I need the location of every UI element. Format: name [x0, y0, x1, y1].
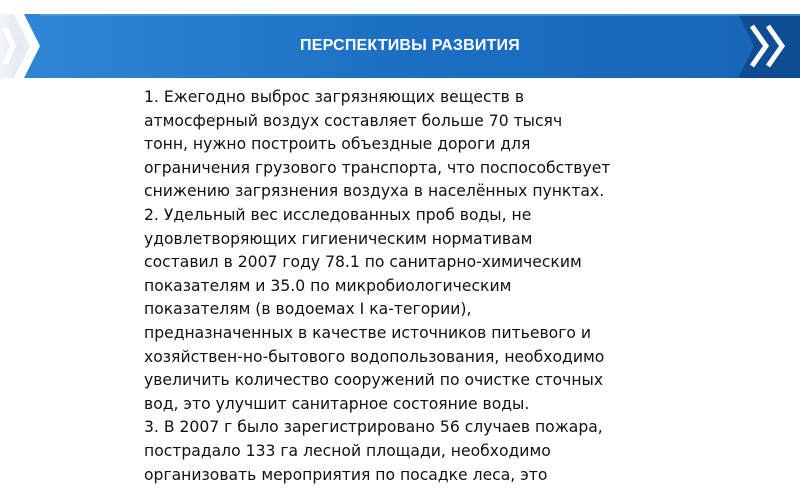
double-chevron-right-icon: [744, 14, 800, 78]
body-text: [144, 86, 664, 487]
paragraph-2: 2. Удельный вес исследованных проб воды, не удовлетворяющих гигиеническим нормативам составил в 2007 году 78.1 по санитарно-химическим показателям и 35.0 по микробиологическим показателям (в водоемах I ка-тегории), предназначенных в качестве источников питьевого и хозяйствен-но-бытового водопользования, необходимо увеличить количество сооружений по очистке сточных вод, это улучшит санитарное состояние воды.: [144, 205, 605, 413]
paragraph-1: 1. Ежегодно выброс загрязняющих веществ в атмосферный воздух составляет больше 70 тысяч тонн, нужно построить объездные дороги для ограничения грузового транспорта, что поспособствует снижению загрязнения воздуха в населённых пунктах.: [144, 88, 611, 201]
paragraph-3: 3. В 2007 г было зарегистрировано 56 случаев пожара, пострадало 133 га лесной площади, необходимо организовать мероприятия по посадке леса, это: [144, 418, 603, 484]
page-title: ПЕРСПЕКТИВЫ РАЗВИТИЯ: [300, 37, 520, 54]
